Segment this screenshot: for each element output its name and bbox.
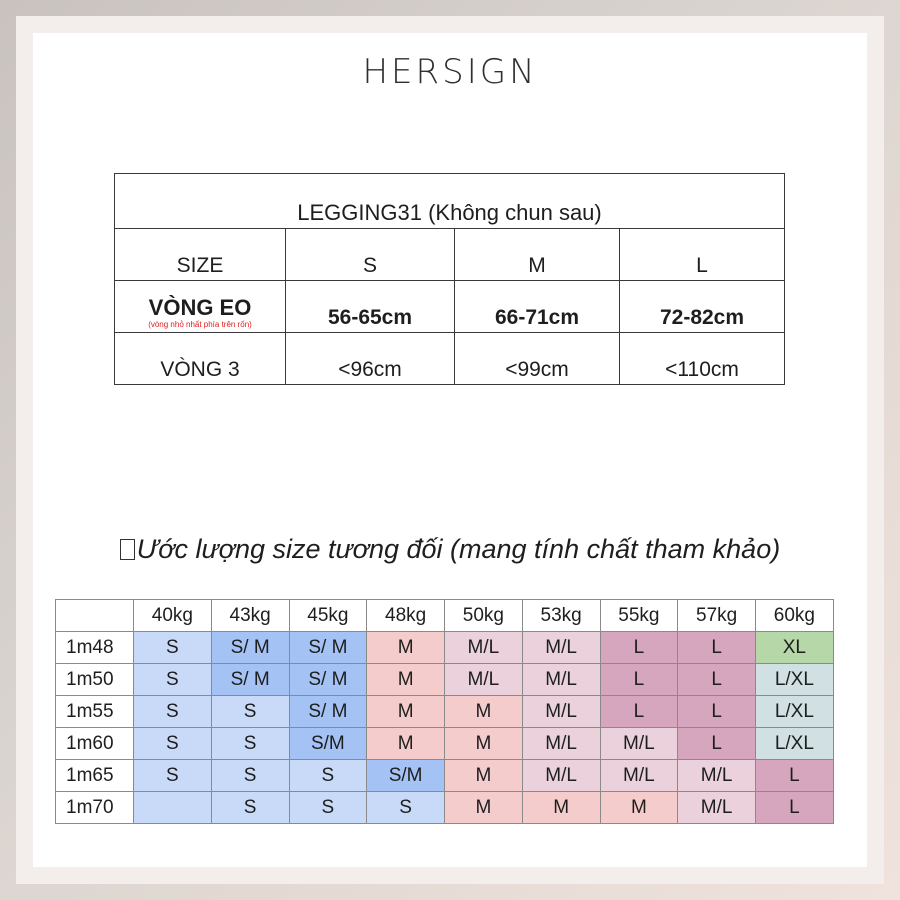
- size-estimate-cell: S/ M: [289, 696, 367, 728]
- height-row: [56, 696, 834, 728]
- size-estimate-cell: M/L: [522, 664, 600, 696]
- size-chart-title: LEGGING31 (Không chun sau): [115, 174, 785, 229]
- size-estimate-cell: M: [367, 632, 445, 664]
- size-s: S: [286, 229, 455, 281]
- size-estimate-cell: M: [522, 792, 600, 824]
- size-label: SIZE: [115, 229, 286, 281]
- weight-header: 45kg: [289, 600, 367, 632]
- estimate-heading-text: Ước lượng size tương đối (mang tính chất tham khảo): [136, 534, 781, 564]
- size-l: L: [620, 229, 785, 281]
- weight-header: 60kg: [756, 600, 834, 632]
- size-estimate-cell: L/XL: [756, 728, 834, 760]
- size-estimate-cell: M: [445, 792, 523, 824]
- size-estimate-cell: XL: [756, 632, 834, 664]
- size-estimate-cell: L/XL: [756, 664, 834, 696]
- hip-m: <99cm: [455, 333, 620, 385]
- height-row: [56, 632, 834, 664]
- weight-header: 40kg: [134, 600, 212, 632]
- size-estimate-cell: L: [678, 632, 756, 664]
- hip-s: <96cm: [286, 333, 455, 385]
- size-estimate-cell: S/M: [367, 760, 445, 792]
- size-estimate-cell: L: [678, 728, 756, 760]
- weight-header: 57kg: [678, 600, 756, 632]
- weight-header: 43kg: [211, 600, 289, 632]
- size-estimate-cell: S: [134, 728, 212, 760]
- size-estimate-cell: M/L: [600, 728, 678, 760]
- size-chart-table: [114, 173, 785, 385]
- height-row: [56, 728, 834, 760]
- size-estimate-cell: S: [211, 760, 289, 792]
- size-estimate-cell: M/L: [678, 760, 756, 792]
- size-estimate-cell: L: [600, 632, 678, 664]
- weight-header: 50kg: [445, 600, 523, 632]
- size-estimate-cell: S: [134, 760, 212, 792]
- waist-label-cell: [115, 281, 286, 333]
- height-label: 1m50: [56, 664, 134, 696]
- waist-note: (vòng nhỏ nhất phía trên rốn): [148, 320, 252, 329]
- size-estimate-cell: S: [289, 760, 367, 792]
- size-estimate-cell: M: [367, 664, 445, 696]
- size-estimate-cell: M: [367, 696, 445, 728]
- hip-l: <110cm: [620, 333, 785, 385]
- size-estimate-cell: M/L: [445, 664, 523, 696]
- weight-header: 55kg: [600, 600, 678, 632]
- size-estimate-cell: M/L: [522, 728, 600, 760]
- size-estimate-cell: M: [367, 728, 445, 760]
- height-row: [56, 664, 834, 696]
- waist-label: VÒNG EO: [148, 295, 252, 320]
- size-estimate-cell: M: [445, 760, 523, 792]
- height-row: [56, 792, 834, 824]
- waist-l: 72-82cm: [620, 281, 785, 333]
- height-label: 1m65: [56, 760, 134, 792]
- size-estimate-cell: S/M: [289, 728, 367, 760]
- height-label: 1m48: [56, 632, 134, 664]
- waist-m: 66-71cm: [455, 281, 620, 333]
- size-estimate-cell: L: [678, 696, 756, 728]
- estimate-heading: [0, 534, 900, 565]
- height-label: 1m70: [56, 792, 134, 824]
- size-estimate-cell: L: [600, 664, 678, 696]
- height-label: 1m60: [56, 728, 134, 760]
- size-estimate-cell: S: [134, 632, 212, 664]
- size-estimate-grid: [55, 599, 834, 824]
- size-estimate-cell: M/L: [522, 632, 600, 664]
- size-estimate-cell: M/L: [445, 632, 523, 664]
- size-estimate-cell: S/ M: [289, 664, 367, 696]
- size-estimate-cell: [134, 792, 212, 824]
- weight-header: 48kg: [367, 600, 445, 632]
- size-estimate-cell: S: [211, 792, 289, 824]
- size-estimate-cell: M/L: [678, 792, 756, 824]
- height-label: 1m55: [56, 696, 134, 728]
- waist-row: [115, 281, 785, 333]
- size-estimate-cell: M: [445, 696, 523, 728]
- weight-header: 53kg: [522, 600, 600, 632]
- size-estimate-cell: L: [600, 696, 678, 728]
- hip-label: VÒNG 3: [115, 333, 286, 385]
- size-estimate-cell: L: [756, 792, 834, 824]
- size-estimate-cell: M/L: [522, 760, 600, 792]
- height-row: [56, 760, 834, 792]
- size-estimate-cell: L/XL: [756, 696, 834, 728]
- waist-s: 56-65cm: [286, 281, 455, 333]
- size-estimate-cell: S: [289, 792, 367, 824]
- size-estimate-cell: M: [445, 728, 523, 760]
- size-estimate-cell: S/ M: [289, 632, 367, 664]
- size-estimate-cell: S: [211, 696, 289, 728]
- size-estimate-cell: S/ M: [211, 632, 289, 664]
- size-estimate-cell: S: [211, 728, 289, 760]
- size-estimate-cell: L: [678, 664, 756, 696]
- hip-row: [115, 333, 785, 385]
- size-estimate-cell: S: [134, 664, 212, 696]
- size-estimate-cell: M/L: [522, 696, 600, 728]
- brand-logo: HERSIGN: [362, 52, 538, 92]
- size-estimate-cell: M: [600, 792, 678, 824]
- size-estimate-cell: M/L: [600, 760, 678, 792]
- weight-header-row: [56, 600, 834, 632]
- corner-cell: [56, 600, 134, 632]
- size-estimate-cell: S: [367, 792, 445, 824]
- size-estimate-cell: S: [134, 696, 212, 728]
- size-estimate-cell: S/ M: [211, 664, 289, 696]
- checkbox-glyph-icon: [120, 539, 135, 560]
- size-row: [115, 229, 785, 281]
- size-estimate-cell: L: [756, 760, 834, 792]
- size-m: M: [455, 229, 620, 281]
